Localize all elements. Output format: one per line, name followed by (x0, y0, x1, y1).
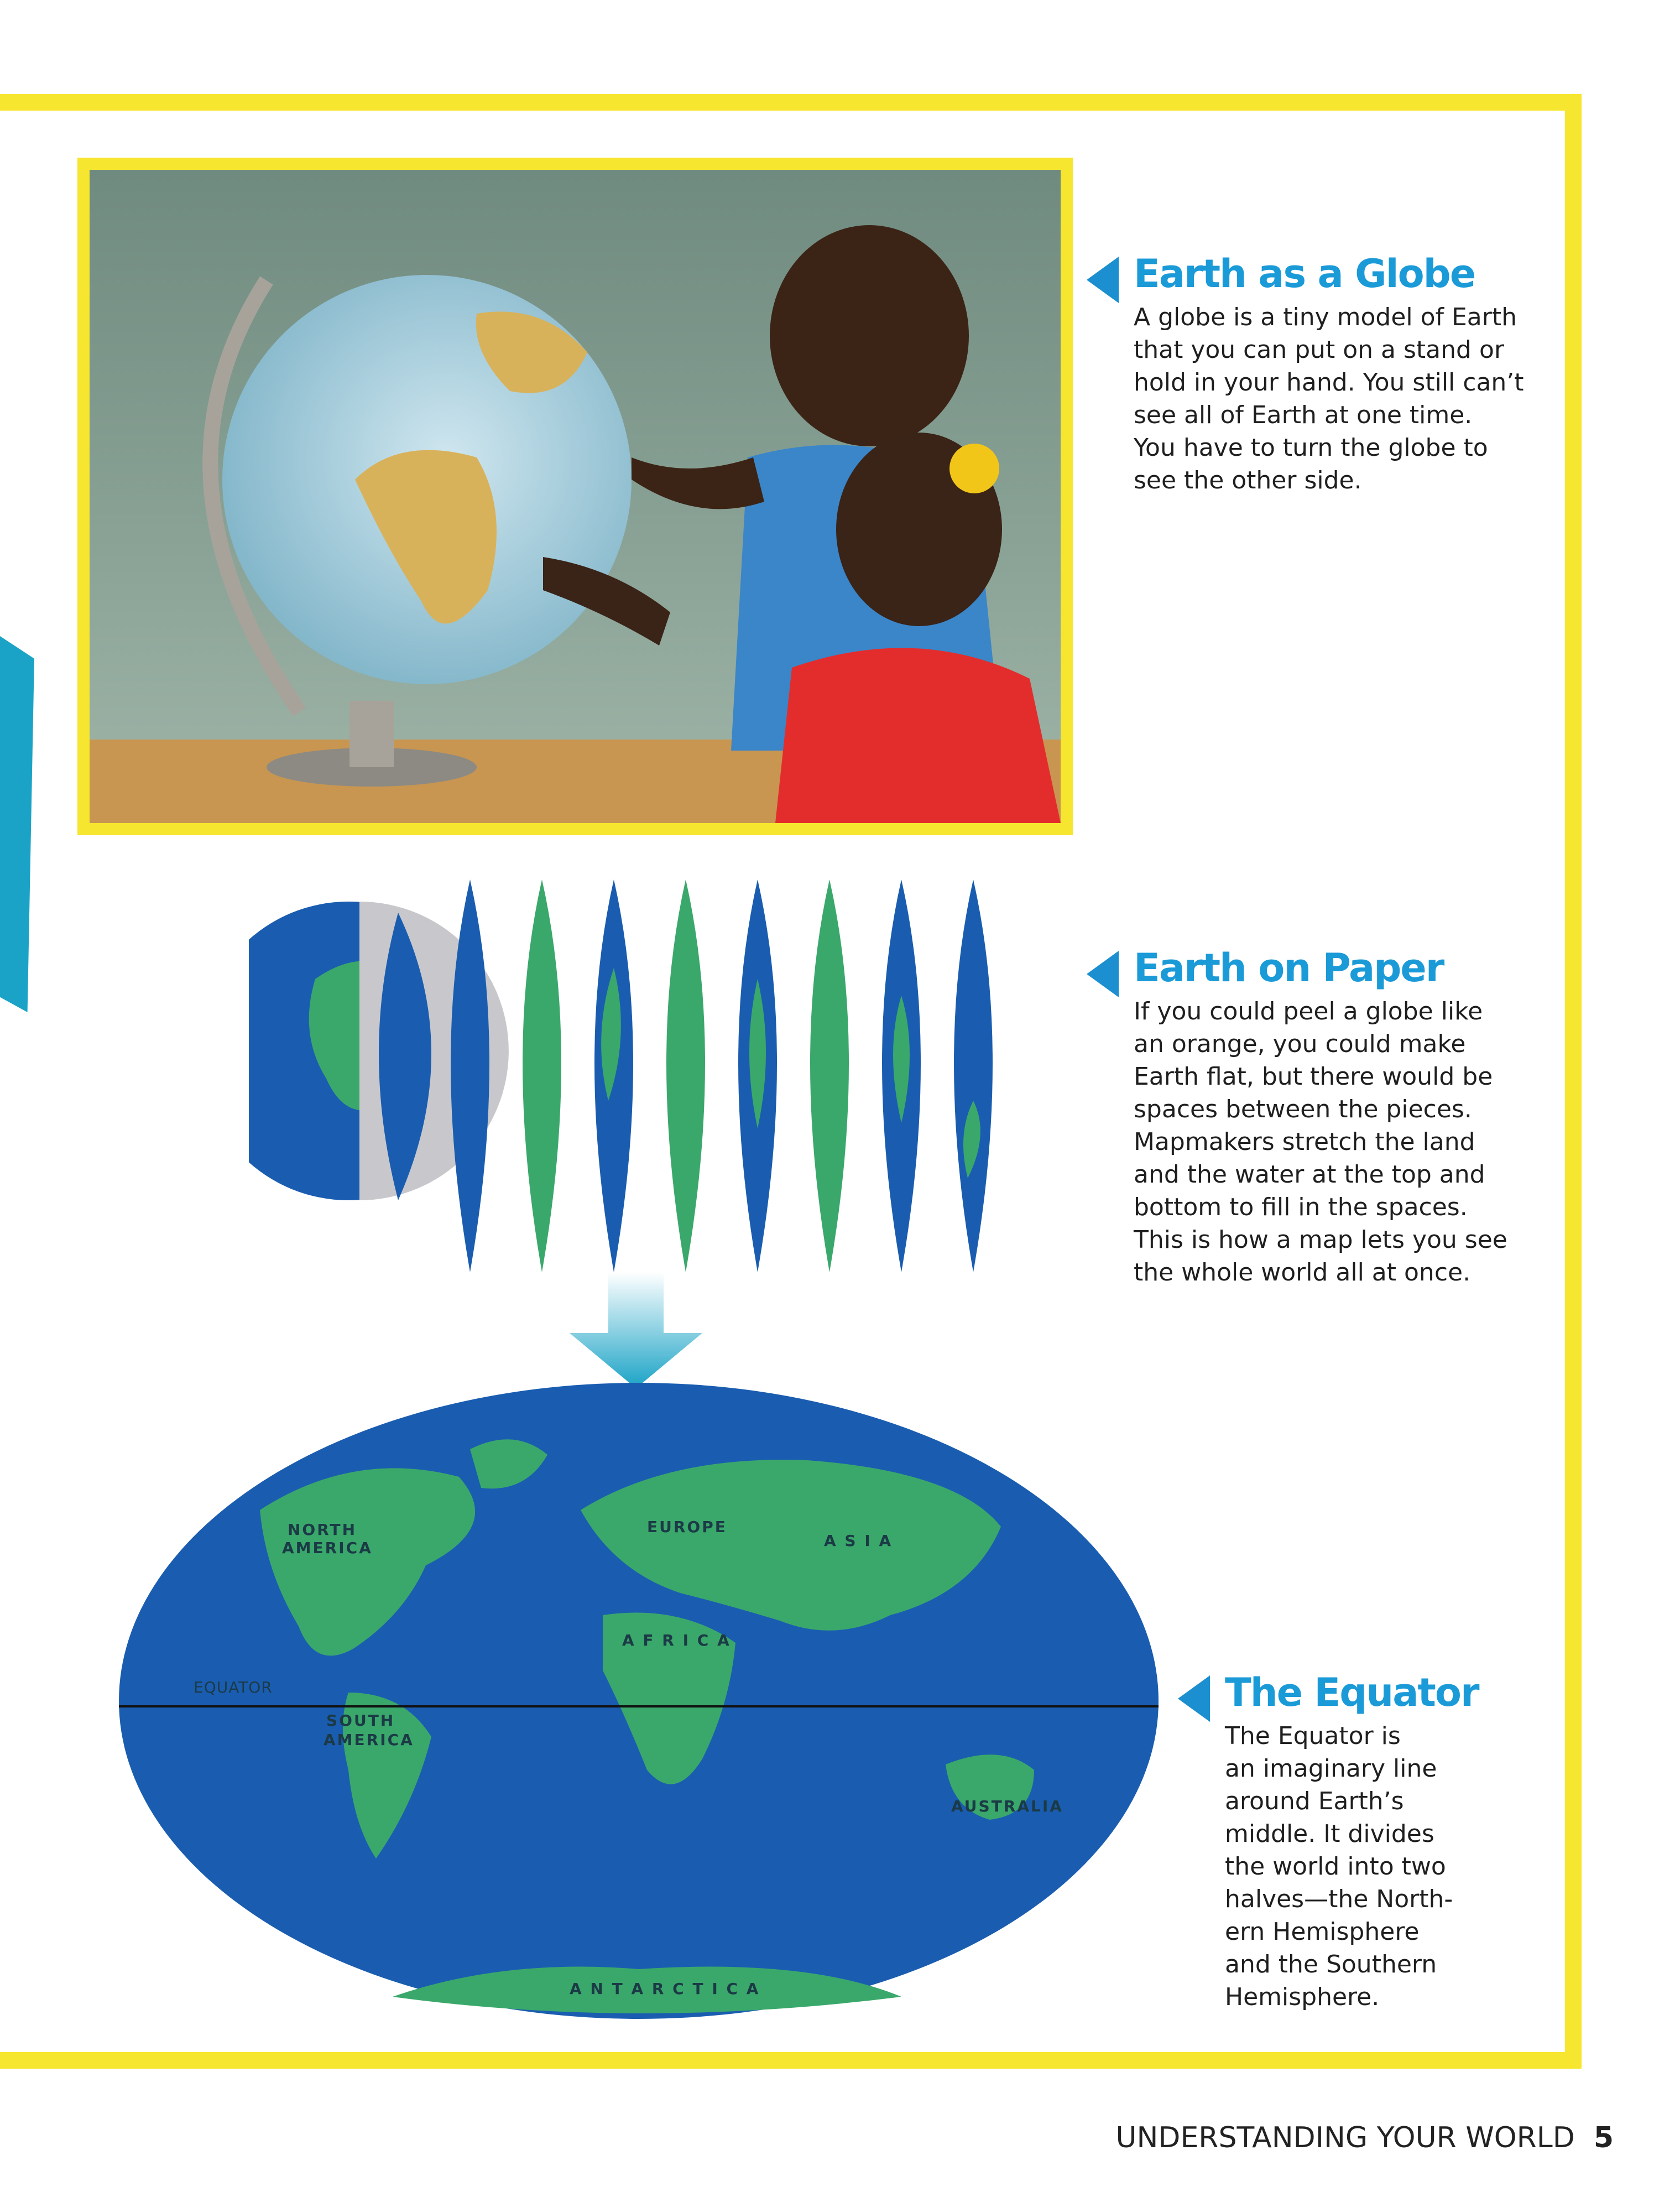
section-body: If you could peel a globe like an orange, you could make Earth flat, but there would be spaces between the pieces. Mapmakers stretch the land and the water at the top and bottom to fill in the spaces. This is how a map lets you see the whole world all at once. (1134, 997, 1507, 1287)
map-label-south-america: SOUTH (326, 1711, 395, 1730)
section-globe (1087, 251, 1524, 497)
section-title: Earth on Paper (1134, 945, 1444, 991)
map-label-australia: AUSTRALIA (951, 1797, 1063, 1815)
section-title: The Equator (1225, 1670, 1479, 1715)
arrow-down-icon (570, 1272, 702, 1388)
pointer-left-icon (1087, 951, 1119, 997)
map-label-africa: A F R I C A (622, 1631, 731, 1649)
page-number: 5 (1593, 2121, 1614, 2154)
section-paper (1087, 945, 1507, 1289)
world-map (116, 1383, 1161, 2024)
pointer-left-icon (1178, 1675, 1210, 1722)
map-label-north-america: NORTH (288, 1521, 357, 1539)
map-label-asia: A S I A (824, 1532, 893, 1550)
section-body: The Equator is an imaginary line around Earth’s middle. It divides the world into two halves—the North- ern Hemisphere and the Southern Hemisphere. (1225, 1722, 1453, 2011)
section-equator (1178, 1670, 1479, 2013)
section-title: Earth as a Globe (1134, 251, 1475, 296)
pointer-left-icon (1087, 257, 1119, 303)
map-label-south-america-2: AMERICA (324, 1731, 414, 1749)
footer-section-title: UNDERSTANDING YOUR WORLD (1115, 2121, 1575, 2154)
map-label-europe: EUROPE (647, 1518, 727, 1536)
section-body: A globe is a tiny model of Earth that you can put on a stand or hold in your hand. You still can’t see all of Earth at one time. You have to turn the globe to see the other side. (1134, 303, 1524, 494)
map-label-antarctica: A N T A R C T I C A (570, 1980, 760, 1998)
photo-illustration (90, 170, 1061, 823)
map-label-north-america-2: AMERICA (282, 1539, 373, 1557)
page-footer (1115, 2121, 1614, 2154)
children-with-globe-photo (77, 158, 1073, 835)
map-label-equator: EQUATOR (194, 1678, 273, 1696)
